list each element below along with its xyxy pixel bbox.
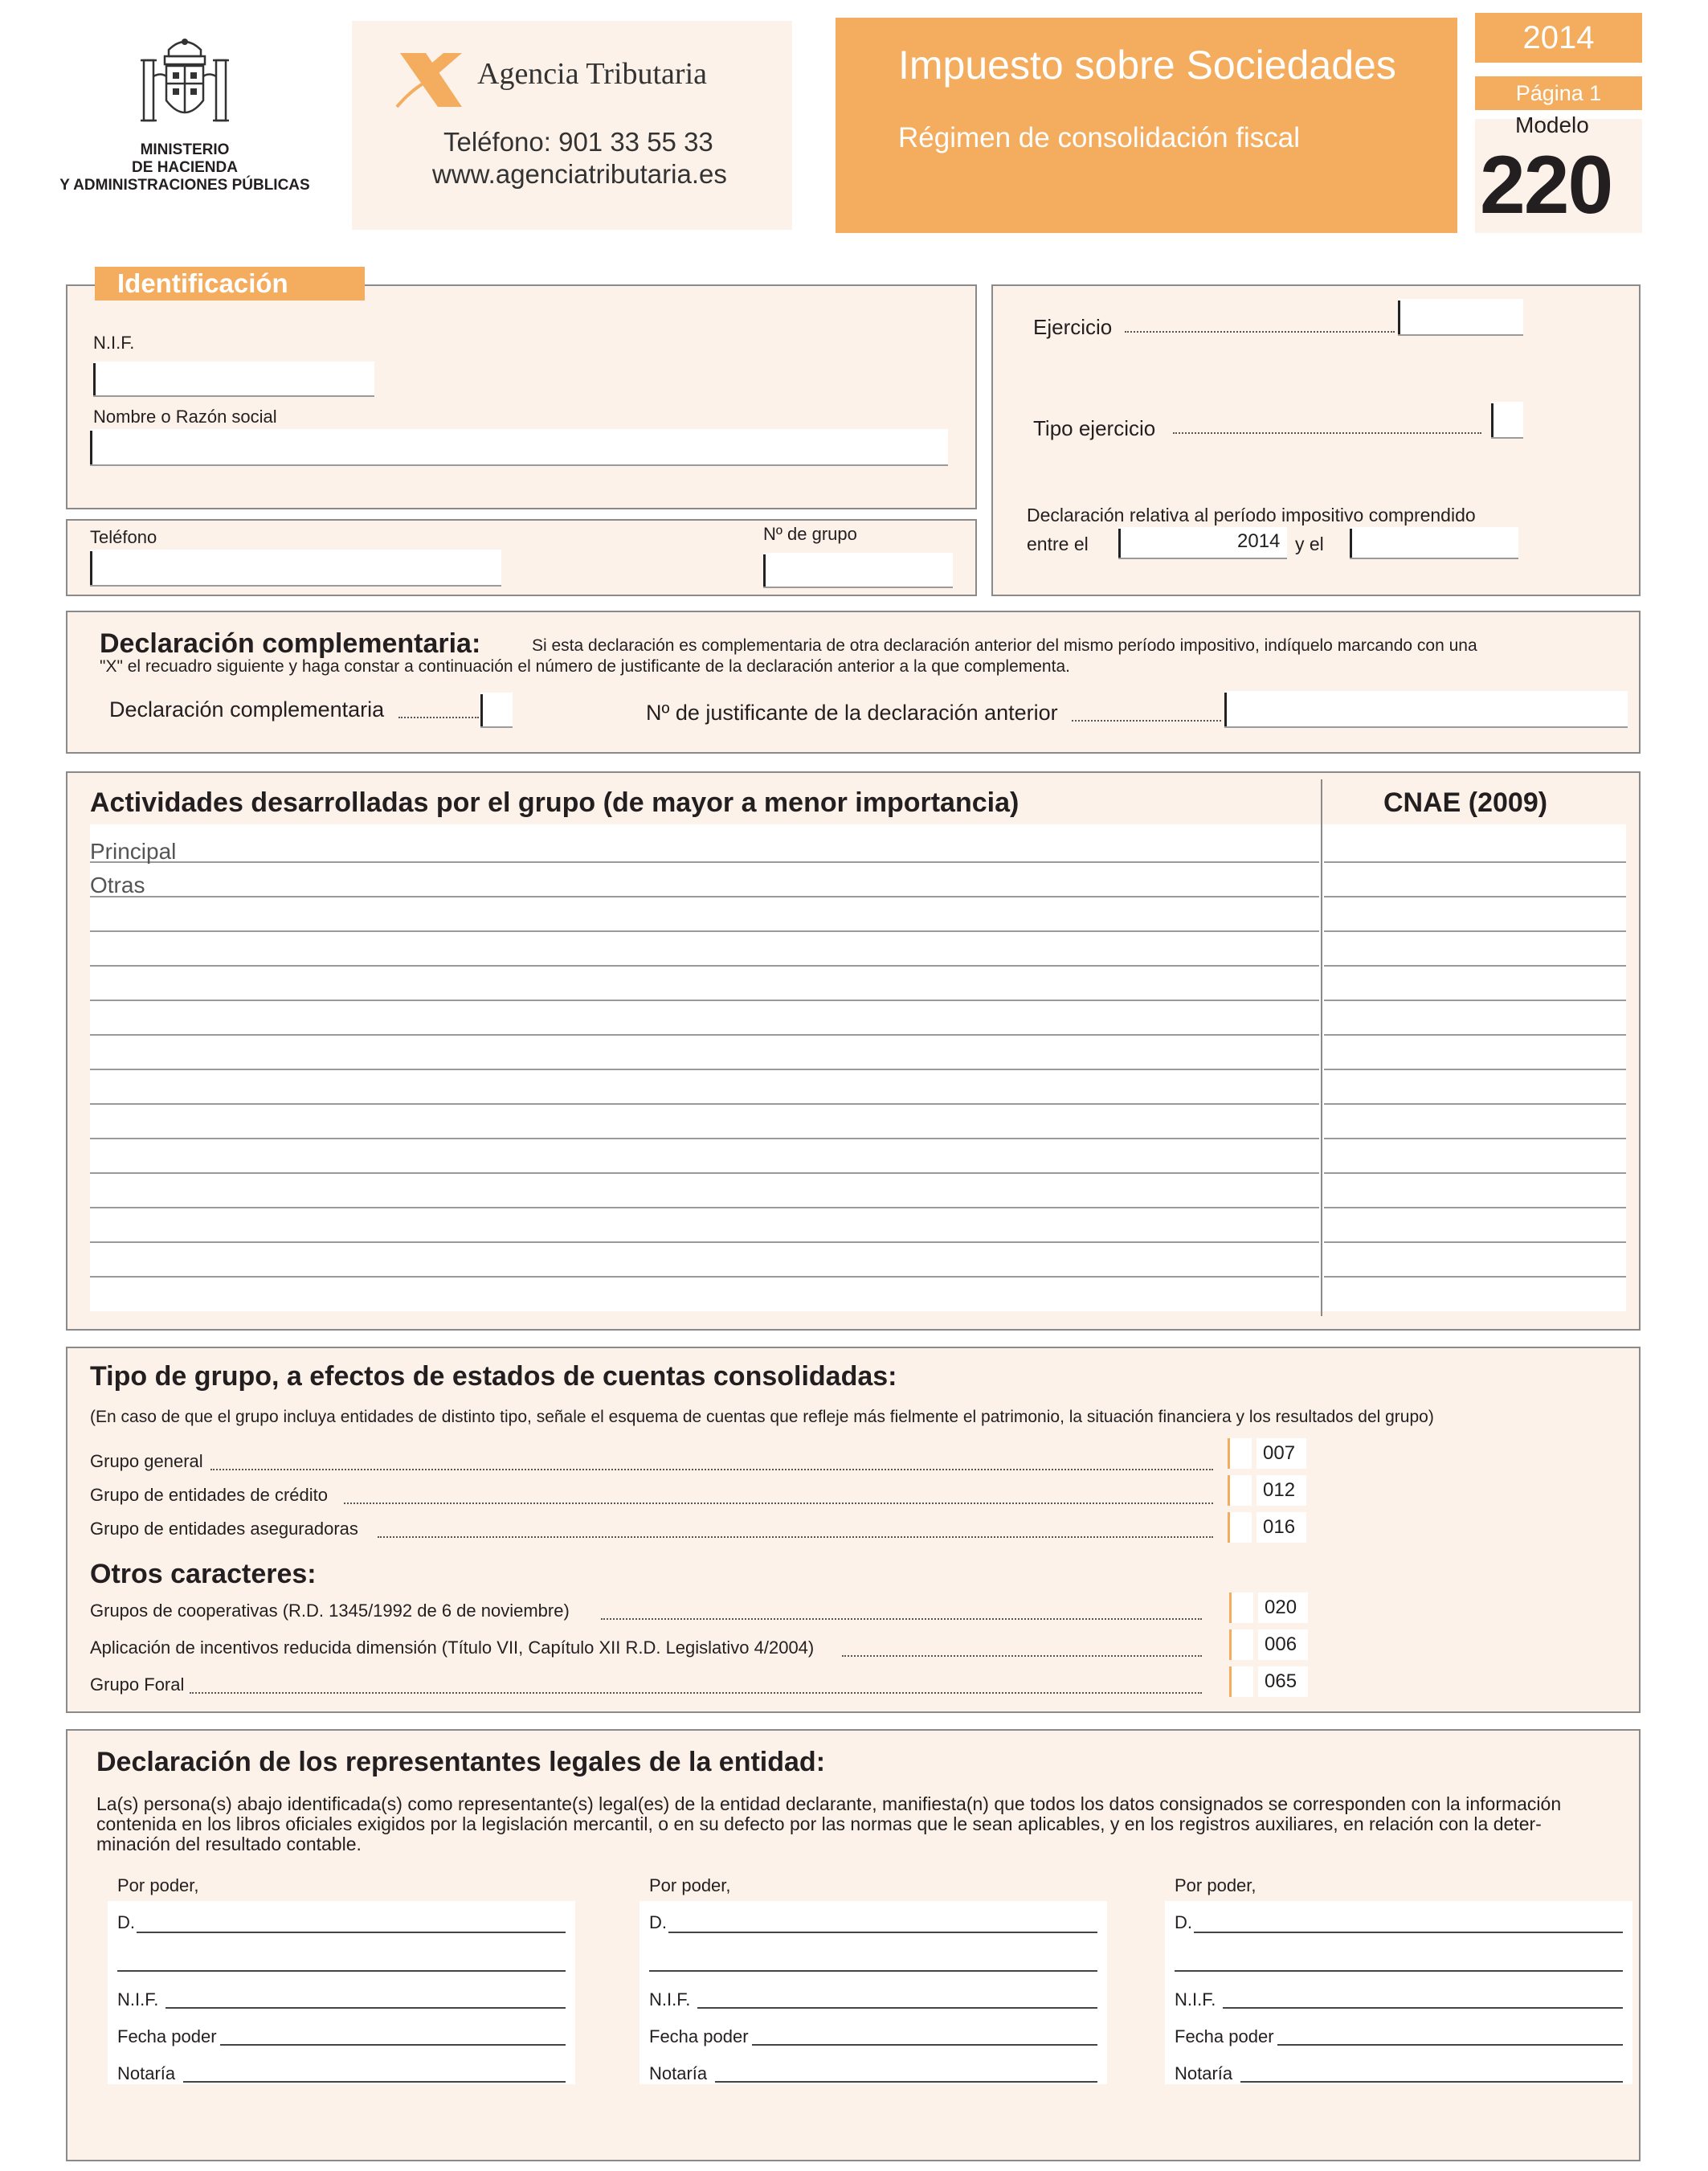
signer-3-fecha-label: Fecha poder	[1175, 2026, 1274, 2046]
cooperativas-label: Grupos de cooperativas (R.D. 1345/1992 de 6 de noviembre)	[90, 1601, 570, 1621]
signer-1-d-label: D.	[117, 1912, 135, 1932]
representantes-text-1: La(s) persona(s) abajo identificada(s) como representante(s) legal(es) de la entidad declarante, manifiesta(n) que todos los datos consignados se corresponden con la información	[96, 1793, 1562, 1814]
signer-3-notaria-label: Notaría	[1175, 2063, 1233, 2083]
actividad-row-line	[90, 1276, 1319, 1278]
signer-1-fecha-line	[220, 2044, 566, 2046]
complementaria-title: Declaración complementaria:	[100, 628, 481, 659]
signer-2-fecha-label: Fecha poder	[649, 2026, 749, 2046]
cnae-row-line	[1324, 1000, 1626, 1001]
signer-3-d-line-2	[1175, 1970, 1623, 1972]
actividad-row-line	[90, 965, 1319, 967]
grupo-credito-checkbox[interactable]	[1228, 1475, 1252, 1506]
cnae-row-line	[1324, 930, 1626, 932]
model-number: 220	[1480, 139, 1612, 231]
justificante-dots	[1072, 720, 1221, 722]
tipo-ejercicio-dots	[1173, 432, 1481, 434]
cooperativas-checkbox[interactable]	[1229, 1592, 1253, 1623]
grupo-general-dots	[210, 1469, 1213, 1470]
agency-name: Agencia Tributaria	[477, 57, 708, 91]
signer-3-d-label: D.	[1175, 1912, 1192, 1932]
otros-caracteres-title: Otros caracteres:	[90, 1559, 317, 1589]
actividad-row-line	[90, 861, 1319, 863]
cooperativas-code: 020	[1258, 1592, 1308, 1623]
complementaria-dots	[398, 717, 479, 718]
signer-3-notaria-line	[1240, 2081, 1623, 2083]
signer-2-por-poder: Por poder,	[649, 1875, 731, 1895]
representantes-title: Declaración de los representantes legales de la entidad:	[96, 1747, 826, 1777]
complementaria-check-label: Declaración complementaria	[109, 697, 385, 722]
cooperativas-dots	[601, 1618, 1202, 1620]
actividades-divider	[1321, 779, 1322, 1316]
actividad-row-line	[90, 1138, 1319, 1139]
cnae-row-line	[1324, 1172, 1626, 1174]
representantes-text-3: minación del resultado contable.	[96, 1834, 362, 1854]
page-text: Página 1	[1515, 81, 1602, 105]
signer-3-nif-label: N.I.F.	[1175, 1989, 1216, 2010]
ejercicio-dots	[1125, 331, 1395, 333]
signer-3-panel[interactable]	[1165, 1901, 1632, 2084]
grupo-general-checkbox[interactable]	[1228, 1438, 1252, 1469]
name-field[interactable]	[90, 429, 948, 466]
signer-3-fecha-line	[1277, 2044, 1623, 2046]
cnae-row-line	[1324, 1276, 1626, 1278]
actividad-row-line	[90, 1103, 1319, 1105]
cnae-row-line	[1324, 1241, 1626, 1243]
year-text: 2014	[1522, 20, 1595, 55]
signer-1-d-line	[137, 1932, 566, 1933]
actividad-principal-label: Principal	[90, 839, 177, 864]
reducida-dimension-dots	[842, 1655, 1202, 1657]
complementaria-checkbox[interactable]	[480, 693, 513, 728]
page-badge	[1475, 76, 1642, 110]
signer-2-nif-line	[697, 2007, 1097, 2009]
fecha-inicio-value: 2014	[1237, 530, 1281, 552]
grupo-general-code: 007	[1256, 1438, 1306, 1469]
signer-1-nif-label: N.I.F.	[117, 1989, 159, 2010]
signer-3-por-poder: Por poder,	[1175, 1875, 1256, 1895]
actividad-row-line	[90, 1069, 1319, 1070]
signer-1-por-poder: Por poder,	[117, 1875, 199, 1895]
cnae-row-line	[1324, 1138, 1626, 1139]
ministry-name	[56, 141, 313, 194]
signer-2-notaria-line	[715, 2081, 1097, 2083]
coat-of-arms-icon	[133, 32, 237, 137]
tipo-grupo-title: Tipo de grupo, a efectos de estados de cuentas consolidadas:	[90, 1361, 897, 1392]
cnae-row-line	[1324, 1207, 1626, 1208]
cnae-row-line	[1324, 1103, 1626, 1105]
agency-website[interactable]: www.agenciatributaria.es	[432, 159, 727, 189]
signer-2-d-line	[668, 1932, 1097, 1933]
telefono-field[interactable]	[90, 550, 501, 587]
actividades-title: Actividades desarrolladas por el grupo (de mayor a menor importancia)	[90, 787, 1019, 818]
signer-1-panel[interactable]	[108, 1901, 575, 2084]
signer-3-nif-line	[1223, 2007, 1623, 2009]
actividad-row-line	[90, 1172, 1319, 1174]
signer-1-d-line-2	[117, 1970, 566, 1972]
actividad-row-line	[90, 1000, 1319, 1001]
cnae-row-line	[1324, 1034, 1626, 1036]
nif-label: N.I.F.	[93, 333, 135, 353]
grupo-foral-dots	[190, 1692, 1202, 1694]
signer-2-notaria-label: Notaría	[649, 2063, 708, 2083]
complementaria-desc-2: "X" el recuadro siguiente y haga constar a continuación el número de justificante de la declaración anterior a la que complementa.	[100, 657, 1070, 676]
representantes-text-2: contenida en los libros oficiales exigidos por la legislación mercantil, o en su defecto por las normas que le sean aplicables, y en los registros auxiliares, en relación con la deter-	[96, 1813, 1542, 1834]
grupo-foral-label: Grupo Foral	[90, 1674, 185, 1695]
grupo-label: Nº de grupo	[763, 524, 857, 544]
ministry-line-3: Y ADMINISTRACIONES PÚBLICAS	[59, 177, 310, 194]
grupo-field[interactable]	[763, 553, 953, 588]
signer-1-notaria-line	[183, 2081, 566, 2083]
grupo-foral-checkbox[interactable]	[1229, 1666, 1253, 1697]
cnae-row-line	[1324, 965, 1626, 967]
signer-2-d-line-2	[649, 1970, 1097, 1972]
actividad-row-line	[90, 896, 1319, 897]
cnae-header: CNAE (2009)	[1383, 787, 1548, 818]
identificacion-title: Identificación	[117, 268, 288, 298]
justificante-field[interactable]	[1224, 691, 1628, 728]
actividad-row-line	[90, 1034, 1319, 1036]
agency-phone: Teléfono: 901 33 55 33	[443, 127, 713, 157]
justificante-label: Nº de justificante de la declaración anterior	[646, 701, 1058, 725]
agency-logo-icon	[394, 47, 470, 111]
telefono-label: Teléfono	[90, 527, 157, 547]
signer-2-fecha-line	[752, 2044, 1097, 2046]
signer-1-nif-line	[165, 2007, 566, 2009]
grupo-aseguradoras-checkbox[interactable]	[1228, 1512, 1252, 1543]
nif-field[interactable]	[93, 362, 374, 397]
complementaria-desc-1: Si esta declaración es complementaria de otra declaración anterior del mismo período impositivo, indíquelo marcando con una	[532, 636, 1477, 655]
fecha-fin-field[interactable]	[1350, 527, 1518, 559]
grupo-aseguradoras-code: 016	[1256, 1512, 1306, 1543]
identificacion-box	[66, 284, 977, 509]
actividad-row-line	[90, 930, 1319, 932]
name-label: Nombre o Razón social	[93, 407, 277, 427]
grupo-credito-code: 012	[1256, 1475, 1306, 1506]
y-el-label: y el	[1295, 534, 1324, 554]
signer-1-fecha-label: Fecha poder	[117, 2026, 217, 2046]
entre-label: entre el	[1027, 534, 1089, 554]
grupo-credito-label: Grupo de entidades de crédito	[90, 1485, 328, 1505]
year-badge	[1475, 13, 1642, 63]
signer-2-d-label: D.	[649, 1912, 667, 1932]
signer-2-nif-label: N.I.F.	[649, 1989, 691, 2010]
periodo-text: Declaración relativa al período impositivo comprendido	[1027, 505, 1476, 525]
actividad-row-line	[90, 1207, 1319, 1208]
form-subtitle: Régimen de consolidación fiscal	[898, 122, 1300, 153]
ministry-line-1: MINISTERIO	[140, 141, 230, 158]
grupo-credito-dots	[344, 1503, 1213, 1504]
model-label: Modelo	[1515, 112, 1589, 137]
signer-2-panel[interactable]	[639, 1901, 1107, 2084]
signer-1-notaria-label: Notaría	[117, 2063, 176, 2083]
tipo-ejercicio-label: Tipo ejercicio	[1033, 416, 1156, 440]
ejercicio-label: Ejercicio	[1033, 315, 1113, 339]
tipo-ejercicio-field[interactable]	[1491, 402, 1523, 439]
actividad-otras-label: Otras	[90, 873, 145, 897]
reducida-dimension-checkbox[interactable]	[1229, 1629, 1253, 1660]
ministry-line-2: DE HACIENDA	[132, 159, 238, 176]
grupo-aseguradoras-label: Grupo de entidades aseguradoras	[90, 1519, 358, 1539]
form-title: Impuesto sobre Sociedades	[898, 43, 1396, 88]
ejercicio-field[interactable]	[1398, 299, 1523, 336]
actividad-row-line	[90, 1241, 1319, 1243]
grupo-foral-code: 065	[1258, 1666, 1308, 1697]
grupo-aseguradoras-dots	[378, 1536, 1213, 1538]
cnae-row-line	[1324, 861, 1626, 863]
cnae-row-line	[1324, 896, 1626, 897]
cnae-row-line	[1324, 1069, 1626, 1070]
signer-3-d-line	[1194, 1932, 1623, 1933]
tipo-grupo-note: (En caso de que el grupo incluya entidades de distinto tipo, señale el esquema de cuentas que refleje más fielmente el patrimonio, la situación financiera y los resultados del grupo)	[90, 1408, 1434, 1426]
grupo-general-label: Grupo general	[90, 1451, 203, 1471]
reducida-dimension-code: 006	[1258, 1629, 1308, 1660]
reducida-dimension-label: Aplicación de incentivos reducida dimensión (Título VII, Capítulo XII R.D. Legislativo 4/2004)	[90, 1637, 815, 1658]
